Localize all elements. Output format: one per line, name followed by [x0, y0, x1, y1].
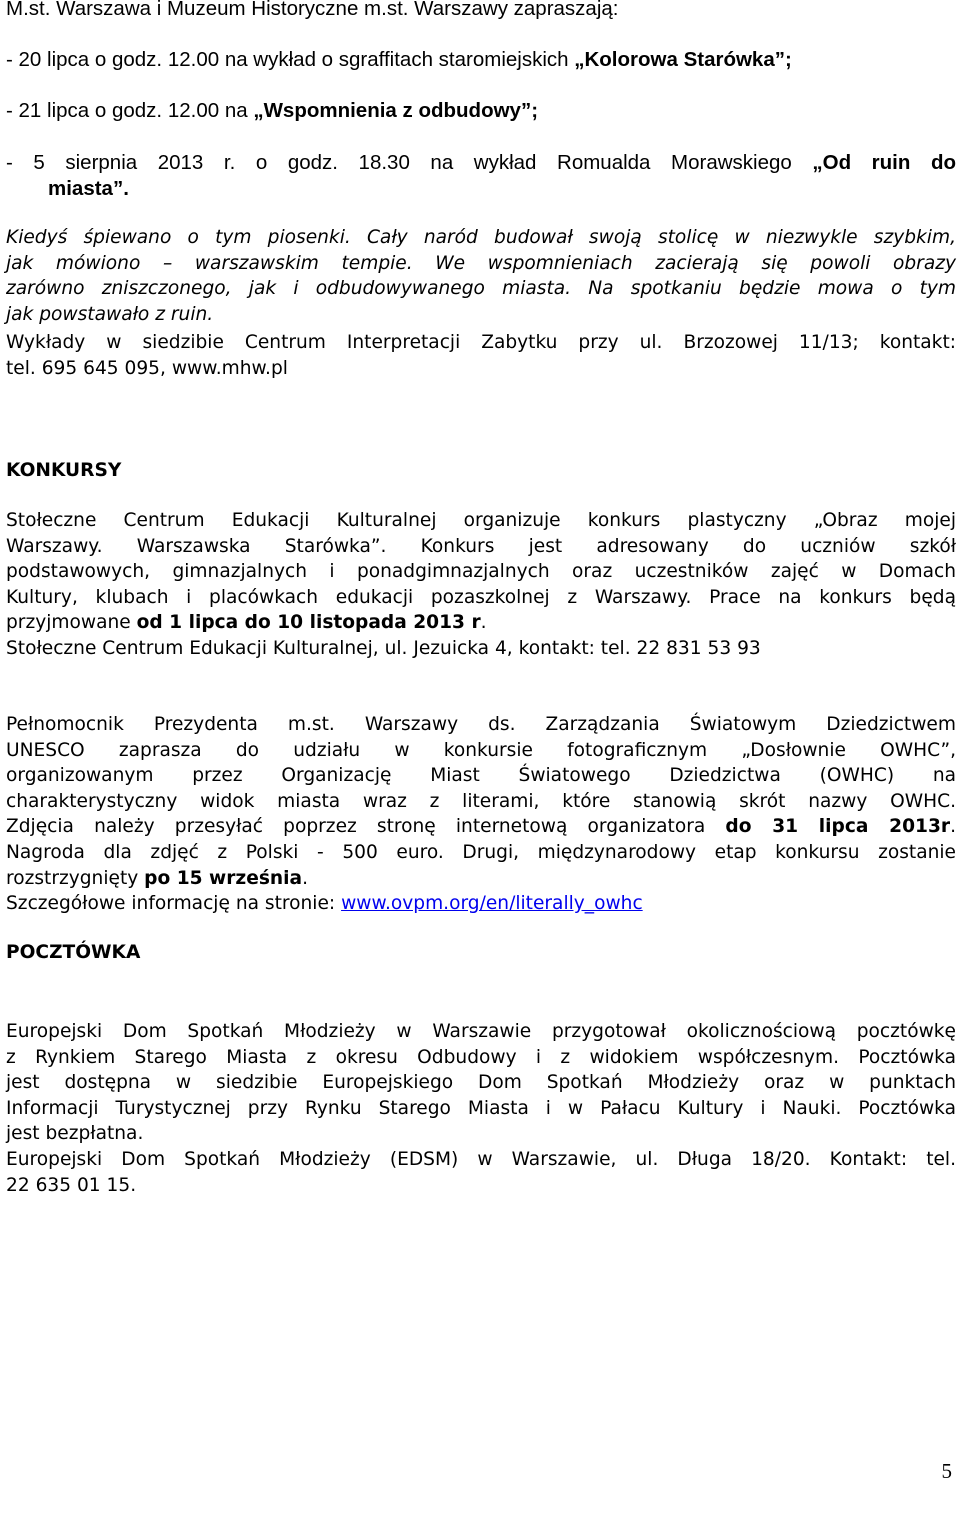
konkursy-paragraph-1 [6, 508, 956, 662]
pocztowka-paragraph [6, 1019, 956, 1198]
text: rozstrzygnięty [6, 867, 145, 889]
paragraph-line: Warszawy. Warszawska Starówka”. Konkurs jest adresowany do uczniów szkół [6, 535, 956, 557]
deadline-text: do 31 lipca 2013r [725, 816, 951, 838]
lecture-3-text: - 5 sierpnia 2013 r. o godz. 18.30 na wykład Romualda Morawskiego [6, 151, 813, 174]
deadline-text: po 15 września [144, 867, 303, 889]
text: Zdjęcia należy przesyłać poprzez stronę internetową organizatora [6, 816, 726, 838]
lecture-2-suffix: ; [531, 99, 539, 122]
text: . [480, 612, 487, 634]
konkursy-paragraph-2 [6, 712, 956, 917]
paragraph-line: jest dostępna w siedzibie Europejskiego Dom Spotkań Młodzieży oraz w punktach [6, 1072, 956, 1094]
paragraph-line: Pełnomocnik Prezydenta m.st. Warszawy ds. Zarządzania Światowym Dziedzictwem [6, 714, 956, 735]
paragraph-line: jest bezpłatna. [6, 1123, 144, 1145]
paragraph-line [6, 891, 956, 917]
paragraph-line [6, 610, 956, 636]
description-line: jak powstawało z ruin. [6, 303, 214, 325]
paragraph-line [6, 814, 956, 840]
venue-line: Wykłady w siedzibie Centrum Interpretacji Zabytku przy ul. Brzozowej 11/13; kontakt: [6, 332, 956, 353]
venue-info [6, 330, 956, 381]
paragraph-line [6, 866, 956, 892]
text: przyjmowane [6, 612, 137, 634]
lecture-description [6, 225, 956, 327]
section-heading-pocztowka: POCZTÓWKA [6, 942, 141, 963]
deadline-text: od 1 lipca do 10 listopada 2013 r [136, 612, 481, 634]
lecture-3-title-part1: „Od ruin do [812, 151, 956, 174]
paragraph-line: Stołeczne Centrum Edukacji Kulturalnej organizuje konkurs plastyczny „Obraz mojej [6, 510, 956, 531]
paragraph-line: podstawowych, gimnazjalnych i ponadgimnazjalnych oraz uczestników zajęć w Domach [6, 561, 956, 583]
paragraph-line: organizowanym przez Organizację Miast Światowego Dziedzictwa (OWHC) na [6, 765, 956, 787]
text: . [950, 816, 956, 838]
paragraph-line: charakterystyczny widok miasta wraz z literami, które stanowią skrót nazwy OWHC. [6, 790, 956, 812]
section-heading-konkursy: KONKURSY [6, 460, 122, 481]
page-number: 5 [941, 1459, 952, 1483]
paragraph-line: Informacji Turystycznej przy Rynku Starego Miasta i w Pałacu Kultury i Nauki. Pocztówka [6, 1097, 956, 1119]
lecture-1-text: - 20 lipca o godz. 12.00 na wykład o sgraffitach staromiejskich [6, 48, 575, 71]
paragraph-line: Europejski Dom Spotkań Młodzieży (EDSM) w Warszawie, ul. Długa 18/20. Kontakt: tel. [6, 1148, 956, 1170]
intro-line [6, 0, 956, 22]
lecture-1-title: „Kolorowa Starówka” [574, 48, 785, 71]
description-line: zarówno zniszczonego, jak i odbudowywanego miasta. Na spotkaniu będzie mowa o tym [6, 278, 956, 300]
paragraph-line: UNESCO zaprasza do udziału w konkursie fotograficznym „Dosłownie OWHC”, [6, 739, 956, 761]
lecture-3-suffix: . [123, 177, 129, 200]
paragraph-line: Nagroda dla zdjęć z Polski - 500 euro. Drugi, międzynarodowy etap konkursu zostanie [6, 841, 956, 863]
paragraph-line: Europejski Dom Spotkań Młodzieży w Warszawie przygotował okolicznościową pocztówkę [6, 1021, 956, 1042]
paragraph-line: z Rynkiem Starego Miasta z okresu Odbudowy i z widokiem współczesnym. Pocztówka [6, 1046, 956, 1068]
lecture-2-title: „Wspomnienia z odbudowy” [253, 99, 532, 122]
lecture-2-text: - 21 lipca o godz. 12.00 na [6, 99, 254, 122]
contest-link[interactable]: www.ovpm.org/en/literally_owhc [341, 893, 643, 915]
lecture-item [6, 98, 956, 124]
contact-line: Stołeczne Centrum Edukacji Kulturalnej, ul. Jezuicka 4, kontakt: tel. 22 831 53 93 [6, 637, 761, 659]
text: . [302, 867, 308, 889]
description-line: Kiedyś śpiewano o tym piosenki. Cały naród budował swoją stolicę w niezwykle szybkim, [6, 227, 956, 248]
lecture-1-suffix: ; [784, 48, 792, 71]
paragraph-line: Kultury, klubach i placówkach edukacji pozaszkolnej z Warszawy. Prace na konkurs będą [6, 586, 956, 608]
text: Szczegółowe informację na stronie: [6, 893, 342, 915]
venue-line: tel. 695 645 095, www.mhw.pl [6, 357, 288, 379]
lecture-item [6, 150, 956, 202]
intro-text: M.st. Warszawa i Muzeum Historyczne m.st. Warszawy zapraszają: [6, 0, 619, 20]
paragraph-line: 22 635 01 15. [6, 1174, 137, 1196]
lecture-item [6, 47, 956, 73]
description-line: jak mówiono – warszawskim tempie. We wspomnieniach zacierają się powoli obrazy [6, 252, 956, 274]
lecture-3-title-part2: miasta” [48, 177, 124, 200]
